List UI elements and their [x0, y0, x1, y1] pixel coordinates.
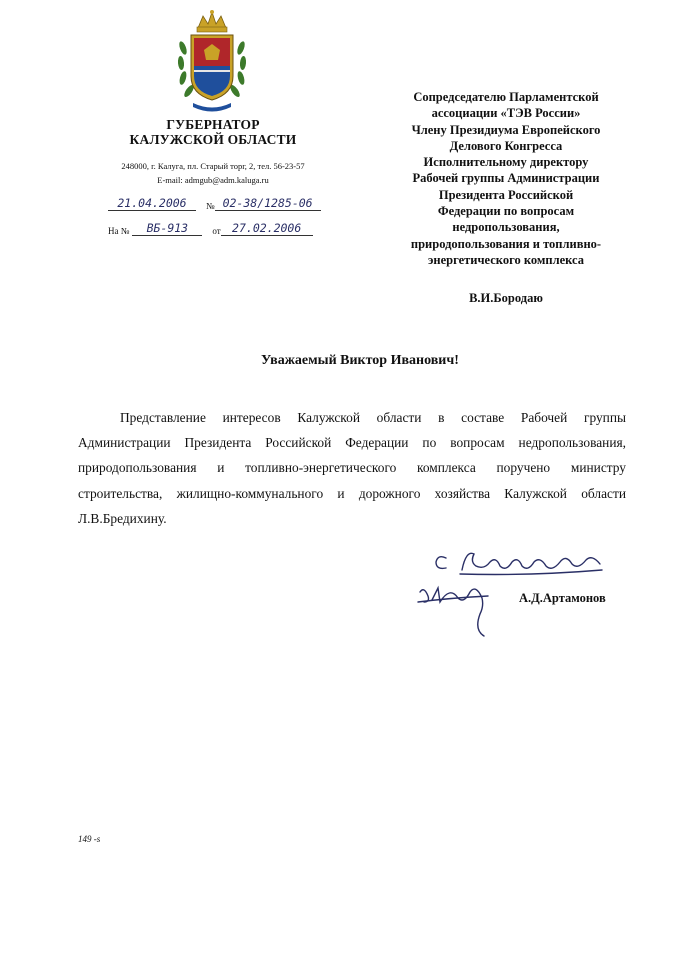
- letter-body: Представление интересов Калужской области в составе Рабочей группы Администрации Президента Российской Федерации по вопросам недропользования, природопользования и топливно-энергетического комплекса поручено министру строительства, жилищно-коммунального и дорожного хозяйства Калужской области Л.В.Бредихину.: [78, 410, 626, 526]
- addressee-line: Рабочей группы Администрации: [412, 171, 600, 186]
- addressee-line: природопользования и топливно-: [410, 236, 602, 251]
- addressee-line: недропользования,: [452, 220, 560, 235]
- registration-date: 21.04.2006: [108, 196, 196, 211]
- governor-title: [106, 117, 320, 147]
- registration-number: 02-38/1285-06: [215, 196, 321, 211]
- salutation: Уважаемый Виктор Иванович!: [261, 353, 459, 368]
- reply-from-prefix: от: [212, 226, 221, 236]
- signer-name: А.Д.Артамонов: [519, 591, 606, 605]
- addressee-line: Делового Конгресса: [449, 138, 563, 153]
- addressee-block: [372, 89, 640, 268]
- reply-row: [108, 221, 313, 236]
- letterhead-address: 248000, г. Калуга, пл. Старый торг, 2, тел. 56-23-57: [121, 161, 305, 171]
- reply-prefix: На №: [108, 226, 130, 236]
- addressee-line: Президента Российской: [438, 187, 574, 202]
- kaluga-coat-of-arms-icon: [173, 8, 251, 116]
- addressee-line: Федерации по вопросам: [437, 204, 575, 219]
- letterhead-address-block: [100, 159, 326, 187]
- addressee-line: Исполнительному директору: [423, 155, 589, 170]
- addressee-line: Члену Президиума Европейского: [411, 122, 601, 137]
- addressee-line: ассоциации «ТЭВ России»: [431, 106, 581, 121]
- reply-date: 27.02.2006: [221, 221, 313, 236]
- title-line-1: ГУБЕРНАТОР: [166, 117, 260, 132]
- reply-number: ВБ-913: [132, 221, 202, 236]
- letterhead-email: E-mail: admgub@adm.kaluga.ru: [157, 175, 269, 185]
- title-line-2: КАЛУЖСКОЙ ОБЛАСТИ: [129, 132, 297, 147]
- addressee-line: Сопредседателю Парламентской: [413, 90, 599, 104]
- registration-row: [108, 196, 321, 211]
- addressee-line: энергетического комплекса: [428, 252, 584, 267]
- addressee-name: В.И.Бородаю: [469, 291, 543, 305]
- footer-code: 149 -s: [78, 834, 101, 844]
- number-prefix: №: [206, 201, 215, 211]
